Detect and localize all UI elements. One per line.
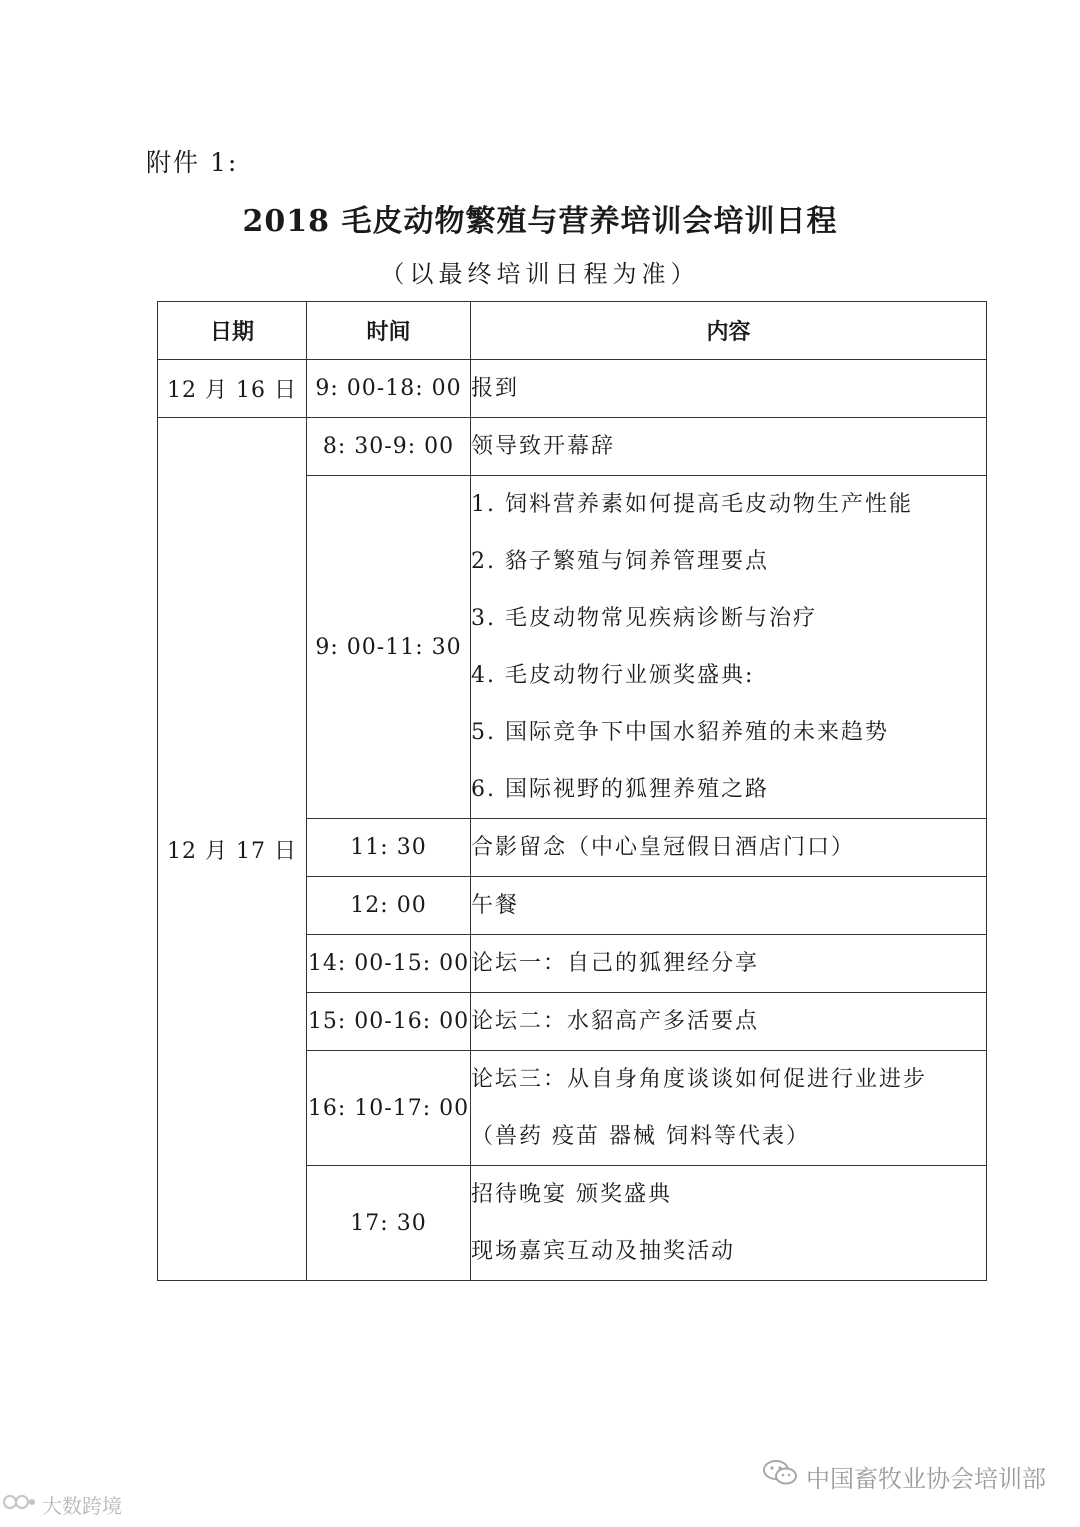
content-cell: [471, 1051, 987, 1166]
attachment-label: 附件 1:: [146, 148, 239, 177]
content-cell: [471, 993, 987, 1051]
content-cell: [471, 1166, 987, 1281]
content-cell: [471, 819, 987, 877]
time-cell: 8: 30-9: 00: [307, 418, 471, 476]
time-cell: 9: 00-11: 30: [307, 476, 471, 819]
time-cell: 12: 00: [307, 877, 471, 935]
content-cell: [471, 360, 987, 418]
content-line: 论坛一：自己的狐狸经分享: [471, 951, 760, 976]
time-cell: 15: 00-16: 00: [307, 993, 471, 1051]
content-cell: [471, 935, 987, 993]
time-cell: 14: 00-15: 00: [307, 935, 471, 993]
content-line: 招待晚宴 颁奖盛典: [471, 1182, 672, 1207]
date-cell: 12 月 17 日: [158, 418, 307, 1281]
content-cell: [471, 877, 987, 935]
time-cell: 11: 30: [307, 819, 471, 877]
logo-icon: [2, 1491, 36, 1518]
content-cell: [471, 476, 987, 819]
time-cell: 16: 10-17: 00: [307, 1051, 471, 1166]
table-row: [158, 418, 987, 476]
table-row: [158, 360, 987, 418]
content-line: 领导致开幕辞: [471, 434, 616, 459]
date-cell: 12 月 16 日: [158, 360, 307, 418]
time-cell: 17: 30: [307, 1166, 471, 1281]
content-line: （兽药 疫苗 器械 饲料等代表）: [471, 1124, 810, 1149]
header-content: 内容: [471, 302, 987, 360]
watermark-left-text: 大数跨境: [42, 1494, 122, 1518]
time-cell: 9: 00-18: 00: [307, 360, 471, 418]
content-line: 合影留念（中心皇冠假日酒店门口）: [471, 835, 856, 860]
watermark-right: [762, 1458, 1046, 1494]
content-line: 5. 国际竞争下中国水貂养殖的未来趋势: [471, 720, 889, 745]
content-line: 论坛三：从自身角度谈谈如何促进行业进步: [471, 1067, 928, 1092]
content-line: 论坛二：水貂高产多活要点: [471, 1009, 760, 1034]
content-line: 1. 饲料营养素如何提高毛皮动物生产性能: [471, 492, 913, 517]
content-line: 6. 国际视野的狐狸养殖之路: [471, 777, 769, 802]
content-line: 2. 貉子繁殖与饲养管理要点: [471, 549, 769, 574]
table-header-row: [158, 302, 987, 360]
content-line: 4. 毛皮动物行业颁奖盛典:: [471, 663, 755, 688]
watermark-right-text: 中国畜牧业协会培训部: [806, 1464, 1046, 1493]
content-line: 报到: [471, 376, 520, 401]
content-line: 3. 毛皮动物常见疾病诊断与治疗: [471, 606, 817, 631]
wechat-icon: [762, 1458, 798, 1494]
schedule-table: [157, 301, 987, 1281]
header-time: 时间: [307, 302, 471, 360]
content-cell: [471, 418, 987, 476]
document-subtitle: （以最终培训日程为准）: [380, 260, 700, 288]
watermark-left: [2, 1490, 122, 1519]
document-title: 2018 毛皮动物繁殖与营养培训会培训日程: [242, 204, 838, 239]
content-line: 现场嘉宾互动及抽奖活动: [471, 1239, 736, 1264]
content-line: 午餐: [471, 893, 520, 918]
header-date: 日期: [158, 302, 307, 360]
